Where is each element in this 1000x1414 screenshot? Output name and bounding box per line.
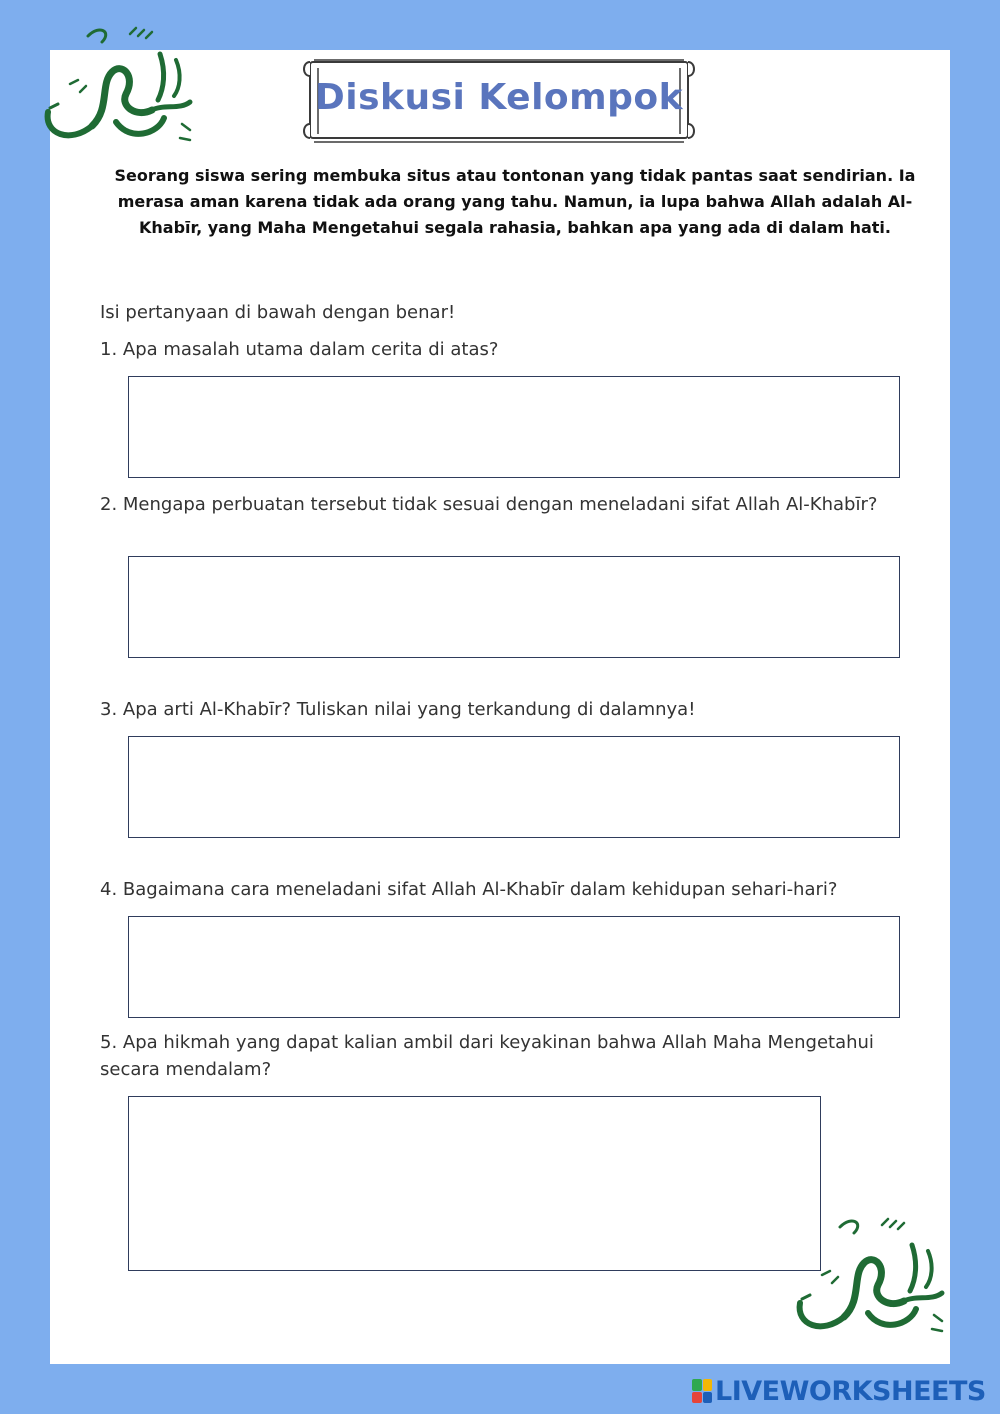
title-banner: [300, 56, 698, 146]
question-2: 2. Mengapa perbuatan tersebut tidak sesuai dengan meneladani sifat Allah Al-Khabīr?: [100, 494, 878, 515]
answer-box-1[interactable]: [128, 376, 900, 478]
instruction-text: Isi pertanyaan di bawah dengan benar!: [100, 302, 456, 323]
question-1: 1. Apa masalah utama dalam cerita di atas?: [100, 339, 499, 360]
question-3: 3. Apa arti Al-Khabīr? Tuliskan nilai yang terkandung di dalamnya!: [100, 699, 696, 720]
liveworksheets-logo-icon: [692, 1379, 712, 1403]
story-paragraph: Seorang siswa sering membuka situs atau tontonan yang tidak pantas saat sendirian. Ia merasa aman karena tidak ada orang yang tahu. Namun, ia lupa bahwa Allah adalah Al-Khabīr, yang Maha Mengetahui segala rahasia, bahkan apa yang ada di dalam hati.: [114, 166, 916, 237]
answer-box-2[interactable]: [128, 556, 900, 658]
question-4: 4. Bagaimana cara meneladani sifat Allah Al-Khabīr dalam kehidupan sehari-hari?: [100, 879, 838, 900]
muhammad-calligraphy-top: [40, 14, 200, 154]
worksheet-title: Diskusi Kelompok: [314, 76, 684, 118]
brand-name: LIVEWORKSHEETS: [715, 1375, 986, 1407]
answer-box-3[interactable]: [128, 736, 900, 838]
answer-box-4[interactable]: [128, 916, 900, 1018]
question-5: 5. Apa hikmah yang dapat kalian ambil dari keyakinan bahwa Allah Maha Mengetahui secara mendalam?: [100, 1032, 874, 1080]
liveworksheets-brand[interactable]: [692, 1374, 986, 1408]
answer-box-5[interactable]: [128, 1096, 821, 1271]
